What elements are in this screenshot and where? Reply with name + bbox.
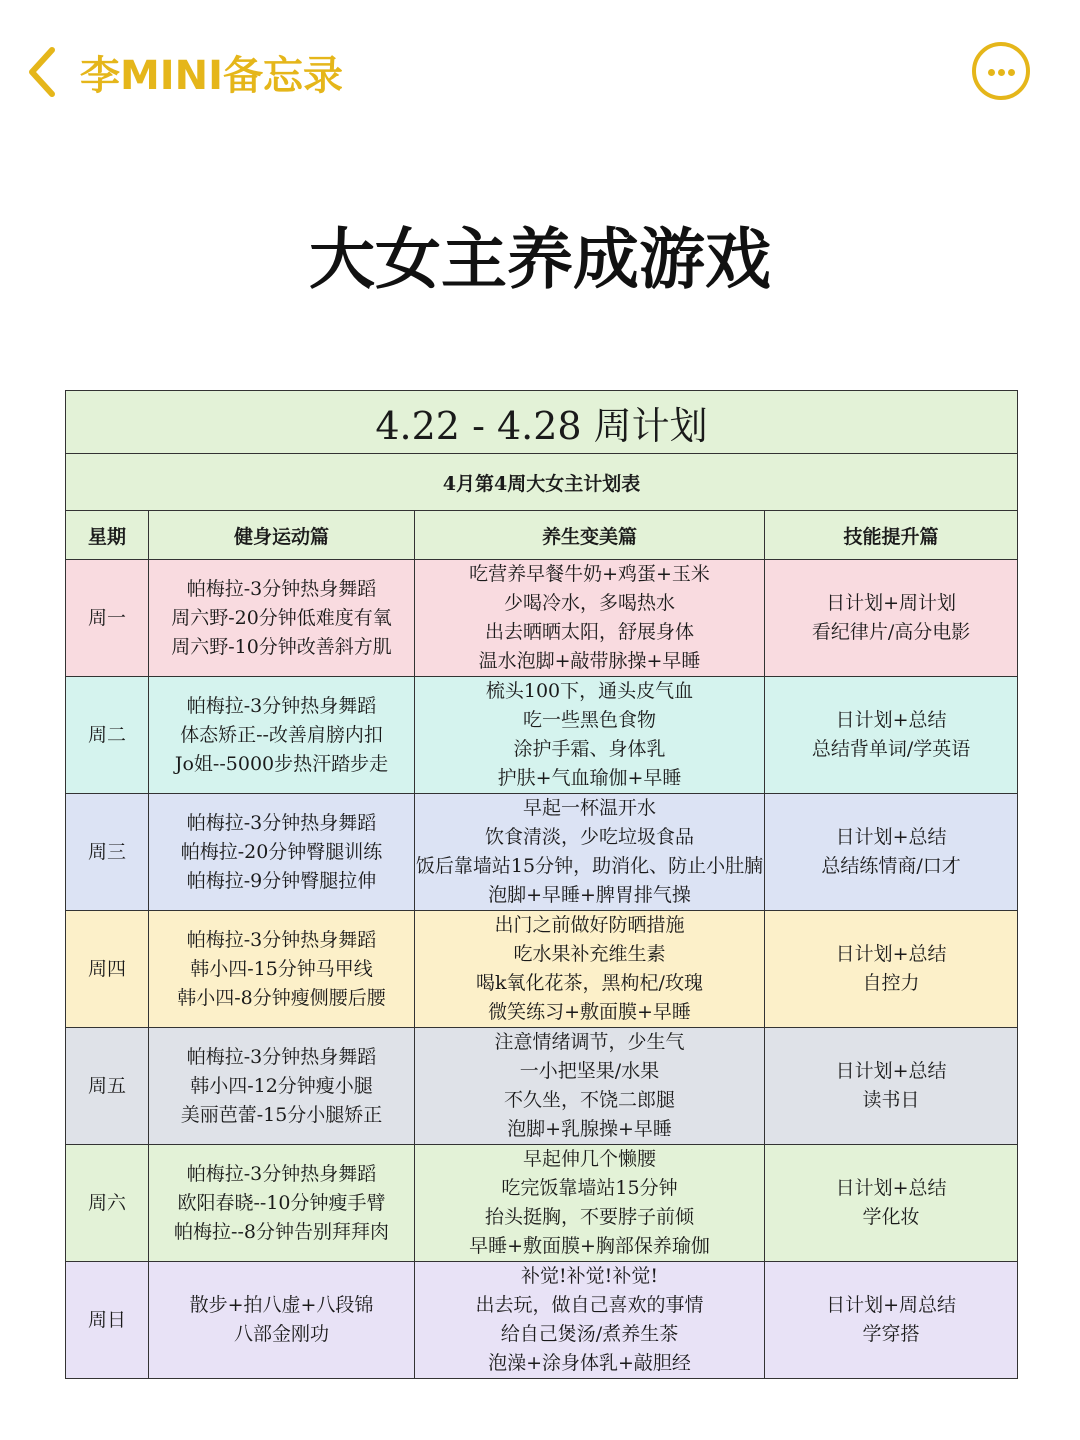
skill-cell — [765, 677, 1018, 794]
skill-cell — [765, 911, 1018, 1028]
health-cell — [415, 1028, 765, 1145]
fitness-cell-line: Jo姐--5000步热汗踏步走 — [174, 752, 389, 775]
skill-cell-line: 学化妆 — [862, 1206, 920, 1228]
skill-cell-line: 日计划+总结 — [835, 709, 947, 731]
table-row — [66, 677, 1018, 794]
health-cell-line: 早睡+敷面膜+胸部保养瑜伽 — [469, 1235, 710, 1257]
health-cell-line: 梳头100下，通头皮气血 — [485, 680, 694, 702]
fitness-cell-line: 韩小四-8分钟瘦侧腰后腰 — [177, 986, 386, 1009]
health-cell-line: 泡脚+乳腺操+早睡 — [507, 1118, 672, 1140]
table-title: 4.22 - 4.28 周计划 — [66, 391, 1018, 454]
health-cell-line: 补觉!补觉!补觉! — [521, 1265, 658, 1287]
fitness-cell — [149, 794, 415, 911]
fitness-cell — [149, 911, 415, 1028]
skill-cell-line: 日计划+总结 — [835, 943, 947, 965]
fitness-cell — [149, 1145, 415, 1262]
fitness-cell-line: 帕梅拉-3分钟热身舞蹈 — [186, 694, 377, 717]
health-cell-line: 早起伸几个懒腰 — [522, 1148, 656, 1170]
fitness-cell-line: 帕梅拉-3分钟热身舞蹈 — [186, 1162, 377, 1185]
day-cell: 周五 — [66, 1028, 149, 1145]
skill-cell — [765, 1028, 1018, 1145]
skill-cell-line: 日计划+周计划 — [826, 592, 956, 614]
health-cell-line: 出去玩，做自己喜欢的事情 — [475, 1294, 704, 1316]
column-header-row — [66, 511, 1018, 560]
health-cell-line: 早起一杯温开水 — [522, 797, 656, 819]
fitness-cell-line: 散步+拍八虚+八段锦 — [189, 1294, 374, 1316]
fitness-cell — [149, 1262, 415, 1379]
more-horizontal-icon — [1008, 69, 1015, 76]
health-cell-line: 吃一些黑色食物 — [522, 709, 656, 731]
health-cell-line: 不久坐，不饶二郎腿 — [503, 1089, 675, 1111]
day-cell: 周二 — [66, 677, 149, 794]
more-horizontal-icon — [998, 69, 1005, 76]
fitness-cell-line: 周六野-20分钟低难度有氧 — [171, 606, 392, 629]
column-header-day: 星期 — [66, 511, 149, 560]
health-cell-line: 涂护手霜、身体乳 — [513, 738, 666, 760]
skill-cell — [765, 1262, 1018, 1379]
health-cell-line: 一小把坚果/水果 — [519, 1060, 660, 1082]
health-cell-line: 泡脚+早睡+脾胃排气操 — [488, 884, 691, 906]
health-cell — [415, 1145, 765, 1262]
skill-cell-line: 自控力 — [862, 972, 920, 994]
day-cell: 周四 — [66, 911, 149, 1028]
health-cell-line: 出门之前做好防晒措施 — [494, 914, 685, 936]
table-row — [66, 560, 1018, 677]
health-cell-line: 吃营养早餐牛奶+鸡蛋+玉米 — [469, 563, 710, 585]
fitness-cell — [149, 1028, 415, 1145]
skill-cell-line: 总结背单词/学英语 — [811, 738, 971, 760]
day-cell: 周日 — [66, 1262, 149, 1379]
fitness-cell — [149, 560, 415, 677]
table-row — [66, 794, 1018, 911]
skill-cell-line: 日计划+总结 — [835, 1177, 947, 1199]
skill-cell-line: 总结练情商/口才 — [821, 855, 961, 877]
table-row — [66, 911, 1018, 1028]
more-button[interactable] — [972, 42, 1030, 100]
chevron-left-icon — [22, 42, 82, 102]
more-horizontal-icon — [988, 69, 995, 76]
fitness-cell-line: 韩小四-12分钟瘦小腿 — [190, 1074, 373, 1097]
table-subtitle: 4月第4周大女主计划表 — [66, 454, 1018, 511]
fitness-cell-line: 周六野-10分钟改善斜方肌 — [171, 635, 392, 658]
health-cell — [415, 677, 765, 794]
health-cell — [415, 1262, 765, 1379]
health-cell-line: 抬头挺胸，不要脖子前倾 — [484, 1206, 694, 1228]
fitness-cell-line: 八部金刚功 — [233, 1323, 329, 1345]
health-cell-line: 少喝冷水，多喝热水 — [503, 592, 675, 614]
day-cell: 周一 — [66, 560, 149, 677]
fitness-cell-line: 韩小四-15分钟马甲线 — [190, 957, 373, 980]
health-cell — [415, 794, 765, 911]
fitness-cell-line: 帕梅拉--8分钟告别拜拜肉 — [174, 1220, 389, 1243]
health-cell-line: 出去晒晒太阳，舒展身体 — [484, 621, 694, 643]
health-cell-line: 饮食清淡，少吃垃圾食品 — [484, 826, 694, 848]
health-cell-line: 泡澡+涂身体乳+敲胆经 — [488, 1352, 691, 1374]
fitness-cell-line: 体态矫正--改善肩膀内扣 — [180, 723, 383, 746]
day-cell: 周六 — [66, 1145, 149, 1262]
fitness-cell-line: 美丽芭蕾-15分小腿矫正 — [180, 1103, 383, 1126]
fitness-cell-line: 帕梅拉-9分钟臀腿拉伸 — [186, 869, 377, 892]
fitness-cell-line: 帕梅拉-20分钟臀腿训练 — [180, 840, 383, 863]
fitness-cell-line: 帕梅拉-3分钟热身舞蹈 — [186, 928, 377, 951]
top-bar — [0, 0, 1080, 140]
column-header-fitness: 健身运动篇 — [149, 511, 415, 560]
skill-cell-line: 学穿搭 — [862, 1323, 920, 1345]
health-cell — [415, 911, 765, 1028]
weekly-plan-table — [65, 390, 1018, 1379]
skill-cell-line: 日计划+周总结 — [826, 1294, 956, 1316]
health-cell-line: 给自己煲汤/煮养生茶 — [500, 1323, 679, 1345]
fitness-cell — [149, 677, 415, 794]
day-cell: 周三 — [66, 794, 149, 911]
fitness-cell-line: 帕梅拉-3分钟热身舞蹈 — [186, 577, 377, 600]
skill-cell — [765, 560, 1018, 677]
health-cell-line: 喝k氧化花茶，黑枸杞/玫瑰 — [476, 972, 703, 994]
skill-cell-line: 日计划+总结 — [835, 826, 947, 848]
skill-cell-line: 日计划+总结 — [835, 1060, 947, 1082]
health-cell-line: 吃水果补充维生素 — [513, 943, 666, 965]
table-row — [66, 1028, 1018, 1145]
column-header-skill: 技能提升篇 — [765, 511, 1018, 560]
table-row — [66, 1145, 1018, 1262]
fitness-cell-line: 帕梅拉-3分钟热身舞蹈 — [186, 1045, 377, 1068]
health-cell-line: 吃完饭靠墙站15分钟 — [501, 1177, 678, 1199]
column-header-health: 养生变美篇 — [415, 511, 765, 560]
back-button[interactable] — [22, 42, 82, 102]
skill-cell-line: 读书日 — [862, 1089, 920, 1111]
skill-cell-line: 看纪律片/高分电影 — [811, 621, 971, 643]
health-cell-line: 饭后靠墙站15分钟，助消化、防止小肚腩 — [415, 855, 764, 877]
health-cell-line: 注意情绪调节，少生气 — [494, 1031, 685, 1053]
health-cell — [415, 560, 765, 677]
fitness-cell-line: 欧阳春晓--10分钟瘦手臂 — [177, 1191, 386, 1214]
skill-cell — [765, 794, 1018, 911]
skill-cell — [765, 1145, 1018, 1262]
app-title: 李MINI备忘录 — [80, 53, 344, 99]
page-title: 大女主养成游戏 — [309, 221, 771, 298]
fitness-cell-line: 帕梅拉-3分钟热身舞蹈 — [186, 811, 377, 834]
table-row — [66, 1262, 1018, 1379]
health-cell-line: 微笑练习+敷面膜+早睡 — [488, 1001, 691, 1023]
health-cell-line: 护肤+气血瑜伽+早睡 — [497, 767, 682, 789]
health-cell-line: 温水泡脚+敲带脉操+早睡 — [478, 650, 701, 672]
